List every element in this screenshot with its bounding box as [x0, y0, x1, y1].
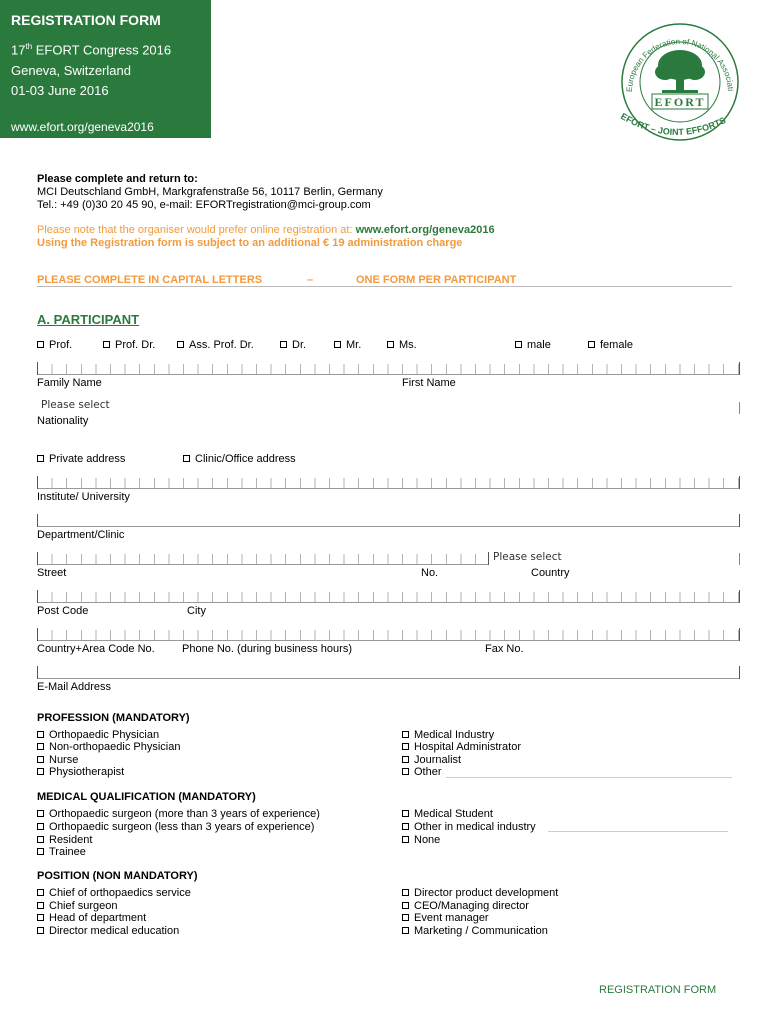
congress-dates: 01-03 June 2016 — [11, 83, 109, 98]
position-chief-surgeon-checkbox[interactable]: Chief surgeon — [37, 900, 118, 912]
profession-hospital-admin-checkbox[interactable]: Hospital Administrator — [402, 741, 521, 753]
title-prof-dr-checkbox[interactable]: Prof. Dr. — [103, 339, 155, 351]
checkbox-icon — [402, 902, 409, 909]
number-label: No. — [421, 567, 439, 579]
nationality-select[interactable]: Please select — [41, 399, 110, 411]
qualification-other-field[interactable] — [548, 831, 728, 832]
checkbox-icon — [402, 889, 409, 896]
institute-field[interactable] — [37, 478, 740, 489]
qualification-resident-checkbox[interactable]: Resident — [37, 834, 92, 846]
checkbox-icon — [37, 927, 44, 934]
position-director-product-checkbox[interactable]: Director product development — [402, 887, 558, 899]
institute-label: Institute/ University — [37, 491, 130, 503]
street-label: Street — [37, 567, 67, 579]
congress-location: Geneva, Switzerland — [11, 63, 131, 78]
checkbox-icon — [37, 341, 44, 348]
header-banner — [0, 0, 211, 138]
instruction-divider — [37, 286, 732, 287]
qualification-none-checkbox[interactable]: None — [402, 834, 440, 846]
checkbox-icon — [37, 756, 44, 763]
checkbox-icon — [588, 341, 595, 348]
profession-journalist-checkbox[interactable]: Journalist — [402, 754, 461, 766]
congress-url: www.efort.org/geneva2016 — [11, 120, 154, 134]
postcode-city-field[interactable] — [37, 592, 740, 603]
profession-medical-industry-checkbox[interactable]: Medical Industry — [402, 729, 494, 741]
title-mr-checkbox[interactable]: Mr. — [334, 339, 361, 351]
checkbox-icon — [402, 927, 409, 934]
qualification-heading: MEDICAL QUALIFICATION (MANDATORY) — [37, 791, 256, 803]
position-director-education-checkbox[interactable]: Director medical education — [37, 925, 179, 937]
name-field[interactable] — [37, 364, 740, 375]
return-address: MCI Deutschland GmbH, Markgrafenstraße 56, 10117 Berlin, Germany — [37, 186, 383, 198]
profession-non-orthopaedic-checkbox[interactable]: Non-orthopaedic Physician — [37, 741, 180, 753]
checkbox-icon — [177, 341, 184, 348]
checkbox-icon — [402, 810, 409, 817]
checkbox-icon — [37, 768, 44, 775]
checkbox-icon — [402, 836, 409, 843]
nationality-select-edge — [739, 402, 740, 414]
profession-physiotherapist-checkbox[interactable]: Physiotherapist — [37, 766, 124, 778]
position-heading: POSITION (NON MANDATORY) — [37, 870, 198, 882]
form-title: REGISTRATION FORM — [11, 12, 161, 28]
charge-note: Using the Registration form is subject to an additional € 19 administration charge — [37, 237, 463, 249]
nationality-label: Nationality — [37, 415, 89, 427]
checkbox-icon — [37, 455, 44, 462]
checkbox-icon — [37, 914, 44, 921]
logo-slogan: EFORT – JOINT EFFORTS — [619, 111, 728, 138]
title-prof-checkbox[interactable]: Prof. — [37, 339, 72, 351]
position-event-manager-checkbox[interactable]: Event manager — [402, 912, 489, 924]
checkbox-icon — [280, 341, 287, 348]
profession-other-field[interactable] — [446, 777, 732, 778]
checkbox-icon — [37, 848, 44, 855]
city-label: City — [187, 605, 206, 617]
profession-nurse-checkbox[interactable]: Nurse — [37, 754, 78, 766]
return-contact: Tel.: +49 (0)30 20 45 90, e-mail: EFORTregistration@mci-group.com — [37, 199, 371, 211]
fax-label: Fax No. — [485, 643, 524, 655]
qualification-trainee-checkbox[interactable]: Trainee — [37, 846, 86, 858]
profession-other-checkbox[interactable]: Other — [402, 766, 442, 778]
position-head-department-checkbox[interactable]: Head of department — [37, 912, 146, 924]
checkbox-icon — [402, 768, 409, 775]
gender-male-checkbox[interactable]: male — [515, 339, 551, 351]
clinic-address-checkbox[interactable]: Clinic/Office address — [183, 453, 296, 465]
qualification-senior-surgeon-checkbox[interactable]: Orthopaedic surgeon (more than 3 years of experience) — [37, 808, 320, 820]
country-select-edge — [739, 553, 740, 565]
online-note: Please note that the organiser would prefer online registration at: www.efort.org/geneva2016 — [37, 224, 495, 236]
checkbox-icon — [402, 823, 409, 830]
checkbox-icon — [37, 731, 44, 738]
checkbox-icon — [402, 914, 409, 921]
profession-orthopaedic-checkbox[interactable]: Orthopaedic Physician — [37, 729, 159, 741]
svg-text:EFORT – JOINT EFFORTS — [619, 111, 727, 137]
qualification-other-industry-checkbox[interactable]: Other in medical industry — [402, 821, 536, 833]
country-label: Country — [531, 567, 570, 579]
online-url: www.efort.org/geneva2016 — [355, 224, 495, 236]
checkbox-icon — [37, 810, 44, 817]
one-form-note: ONE FORM PER PARTICIPANT — [356, 274, 517, 286]
title-ass-prof-dr-checkbox[interactable]: Ass. Prof. Dr. — [177, 339, 254, 351]
checkbox-icon — [37, 902, 44, 909]
email-field[interactable] — [37, 668, 740, 679]
gender-female-checkbox[interactable]: female — [588, 339, 633, 351]
participant-heading: A. PARTICIPANT — [37, 312, 140, 327]
checkbox-icon — [402, 743, 409, 750]
footer-label: REGISTRATION FORM — [599, 984, 717, 996]
congress-name: 17th EFORT Congress 2016 — [11, 42, 172, 58]
qualification-student-checkbox[interactable]: Medical Student — [402, 808, 493, 820]
logo-name: EFORT — [654, 95, 706, 109]
qualification-junior-surgeon-checkbox[interactable]: Orthopaedic surgeon (less than 3 years of experience) — [37, 821, 314, 833]
department-field[interactable] — [37, 516, 740, 527]
private-address-checkbox[interactable]: Private address — [37, 453, 125, 465]
checkbox-icon — [387, 341, 394, 348]
checkbox-icon — [334, 341, 341, 348]
efort-emblem-icon — [610, 20, 745, 150]
instruction-dash: – — [307, 274, 314, 286]
department-label: Department/Clinic — [37, 529, 125, 541]
family-name-label: Family Name — [37, 377, 102, 389]
checkbox-icon — [183, 455, 190, 462]
checkbox-icon — [515, 341, 522, 348]
capital-letters-note: PLEASE COMPLETE IN CAPITAL LETTERS — [37, 274, 263, 286]
first-name-label: First Name — [402, 377, 456, 389]
checkbox-icon — [37, 743, 44, 750]
checkbox-icon — [103, 341, 110, 348]
position-marketing-checkbox[interactable]: Marketing / Communication — [402, 925, 548, 937]
efort-logo — [610, 20, 745, 150]
position-chief-orthopaedics-checkbox[interactable]: Chief of orthopaedics service — [37, 887, 191, 899]
checkbox-icon — [37, 889, 44, 896]
post-code-label: Post Code — [37, 605, 89, 617]
checkbox-icon — [37, 823, 44, 830]
title-ms-checkbox[interactable]: Ms. — [387, 339, 417, 351]
area-code-label: Country+Area Code No. — [37, 643, 155, 655]
checkbox-icon — [402, 731, 409, 738]
phone-label: Phone No. (during business hours) — [182, 643, 352, 655]
country-select[interactable]: Please select — [493, 551, 562, 563]
title-dr-checkbox[interactable]: Dr. — [280, 339, 306, 351]
email-label: E-Mail Address — [37, 681, 111, 693]
phone-fax-field[interactable] — [37, 630, 740, 641]
checkbox-icon — [402, 756, 409, 763]
position-ceo-checkbox[interactable]: CEO/Managing director — [402, 900, 529, 912]
logo-ring-text: European Federation of National Associati — [624, 36, 735, 93]
profession-heading: PROFESSION (MANDATORY) — [37, 712, 190, 724]
checkbox-icon — [37, 836, 44, 843]
return-heading: Please complete and return to: — [37, 173, 198, 185]
street-field[interactable] — [37, 554, 489, 565]
